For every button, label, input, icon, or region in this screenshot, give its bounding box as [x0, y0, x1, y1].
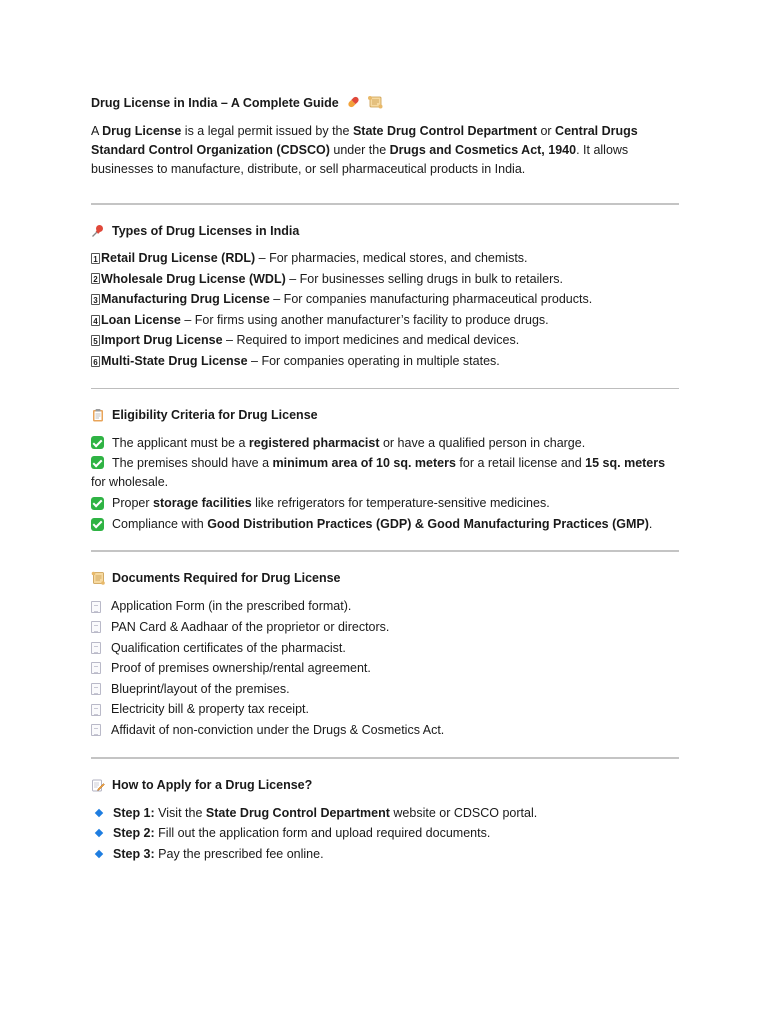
step-label: Step 3:	[113, 846, 155, 861]
section-heading-documents	[91, 569, 679, 587]
item-text: – For businesses selling drugs in bulk to retailers.	[285, 271, 563, 286]
item-bold: Retail Drug License (RDL)	[101, 251, 256, 265]
scroll-icon	[91, 571, 105, 585]
number-badge: 1	[91, 253, 100, 264]
intro-bold: Drugs and Cosmetics Act, 1940	[389, 143, 577, 157]
page-icon	[91, 621, 101, 633]
section-heading-text: Types of Drug Licenses in India	[112, 224, 300, 238]
section-heading-eligibility	[91, 406, 679, 424]
number-badge: 2	[91, 273, 100, 284]
list-item	[91, 844, 679, 865]
intro-bold: State Drug Control Department	[352, 124, 537, 138]
list-item	[91, 330, 679, 351]
section-divider	[91, 757, 679, 759]
item-bold: Wholesale Drug License (WDL)	[101, 271, 286, 286]
clipboard-icon	[91, 408, 105, 422]
item-bold: Loan License	[101, 312, 181, 327]
section-heading-types	[91, 222, 679, 240]
intro-text: under the	[329, 143, 390, 157]
item-bold: 15 sq. meters	[585, 456, 666, 471]
page-icon	[91, 601, 101, 613]
list-item	[91, 658, 679, 679]
list-item	[91, 454, 679, 492]
intro-paragraph	[91, 122, 679, 179]
intro-bold: Drug License	[102, 124, 182, 138]
item-text: or have a qualified person in charge.	[379, 435, 586, 450]
check-mark-icon	[91, 497, 104, 510]
item-bold: Good Distribution Practices (GDP) & Good Manufacturing Practices (GMP)	[207, 516, 649, 531]
section-heading-text: Documents Required for Drug License	[112, 571, 341, 586]
item-text: Proof of premises ownership/rental agreement.	[111, 661, 371, 676]
item-text: .	[648, 516, 653, 531]
pill-icon	[346, 95, 361, 109]
number-badge: 3	[91, 294, 100, 305]
list-item	[91, 803, 679, 824]
item-text: – Required to import medicines and medical devices.	[222, 333, 520, 348]
item-text: – For pharmacies, medical stores, and chemists.	[255, 251, 528, 265]
section-divider	[91, 203, 679, 205]
number-badge: 4	[91, 315, 100, 326]
item-text: – For companies operating in multiple states.	[247, 353, 500, 368]
item-text: Qualification certificates of the pharmacist.	[111, 640, 346, 655]
document-page	[91, 94, 679, 864]
section-divider	[91, 550, 679, 552]
page-icon	[91, 704, 101, 716]
step-label: Step 1:	[113, 805, 155, 820]
item-text: Electricity bill & property tax receipt.	[111, 702, 309, 717]
item-bold: Manufacturing Drug License	[101, 292, 270, 307]
list-item	[91, 514, 679, 535]
check-mark-icon	[91, 436, 104, 449]
section-heading-text: Eligibility Criteria for Drug License	[112, 407, 318, 422]
types-list	[91, 248, 679, 372]
item-text: PAN Card & Aadhaar of the proprietor or directors.	[111, 619, 390, 634]
page-title	[91, 94, 679, 112]
list-item	[91, 679, 679, 700]
memo-icon	[91, 778, 105, 792]
item-text: – For companies manufacturing pharmaceutical products.	[269, 292, 593, 307]
page-icon	[91, 724, 101, 736]
item-text: Visit the	[154, 805, 206, 820]
list-item	[91, 248, 679, 269]
item-text: website or CDSCO portal.	[389, 805, 538, 820]
item-text: Proper	[112, 496, 153, 511]
eligibility-list	[91, 433, 679, 535]
item-text: Application Form (in the prescribed format).	[111, 599, 352, 614]
item-text: Fill out the application form and upload required documents.	[154, 826, 491, 841]
item-bold: minimum area of 10 sq. meters	[272, 456, 456, 471]
list-item	[91, 699, 679, 720]
item-text: for a retail license and	[455, 456, 586, 471]
scroll-icon	[367, 95, 383, 109]
page-title-text: Drug License in India – A Complete Guide	[91, 96, 339, 110]
list-item	[91, 289, 679, 310]
list-item	[91, 638, 679, 659]
item-bold: registered pharmacist	[248, 435, 380, 450]
page-icon	[91, 683, 101, 695]
intro-bold: Central Drugs Standard Control Organization (CDSCO)	[91, 124, 638, 157]
item-text: The applicant must be a	[112, 435, 249, 450]
item-text: Compliance with	[112, 516, 208, 531]
item-text: for wholesale.	[91, 475, 169, 490]
list-item	[91, 720, 679, 741]
page-icon	[91, 642, 101, 654]
pushpin-icon	[91, 224, 105, 238]
list-item	[91, 310, 679, 331]
documents-list	[91, 596, 679, 740]
list-item	[91, 617, 679, 638]
item-bold: storage facilities	[153, 496, 252, 511]
list-item	[91, 823, 679, 844]
section-heading-text: How to Apply for a Drug License?	[112, 777, 313, 792]
check-mark-icon	[91, 456, 104, 469]
list-item	[91, 269, 679, 290]
item-bold: State Drug Control Department	[205, 805, 390, 820]
item-text: Pay the prescribed fee online.	[154, 846, 324, 861]
section-heading-apply	[91, 776, 679, 794]
blue-diamond-icon	[95, 809, 103, 817]
intro-text: . It allows businesses to manufacture, distribute, or sell pharmaceutical products in India.	[91, 143, 629, 176]
item-text: Blueprint/layout of the premises.	[111, 681, 290, 696]
page-icon	[91, 662, 101, 674]
check-mark-icon	[91, 518, 104, 531]
item-text: The premises should have a	[112, 456, 273, 471]
item-text: Affidavit of non-conviction under the Drugs & Cosmetics Act.	[111, 722, 445, 737]
section-divider	[91, 388, 679, 389]
item-text: – For firms using another manufacturer’s facility to produce drugs.	[180, 312, 549, 327]
step-label: Step 2:	[113, 826, 155, 841]
number-badge: 6	[91, 356, 100, 367]
list-item	[91, 596, 679, 617]
list-item	[91, 493, 679, 514]
number-badge: 5	[91, 335, 100, 346]
intro-text: is a legal permit issued by the	[181, 124, 353, 138]
blue-diamond-icon	[95, 850, 103, 858]
steps-list	[91, 803, 679, 865]
list-item	[91, 351, 679, 372]
intro-text: A	[91, 124, 103, 138]
item-bold: Multi-State Drug License	[101, 353, 248, 368]
list-item	[91, 433, 679, 454]
item-text: like refrigerators for temperature-sensitive medicines.	[251, 496, 550, 511]
blue-diamond-icon	[95, 829, 103, 837]
intro-text: or	[536, 124, 556, 138]
item-bold: Import Drug License	[101, 333, 223, 348]
